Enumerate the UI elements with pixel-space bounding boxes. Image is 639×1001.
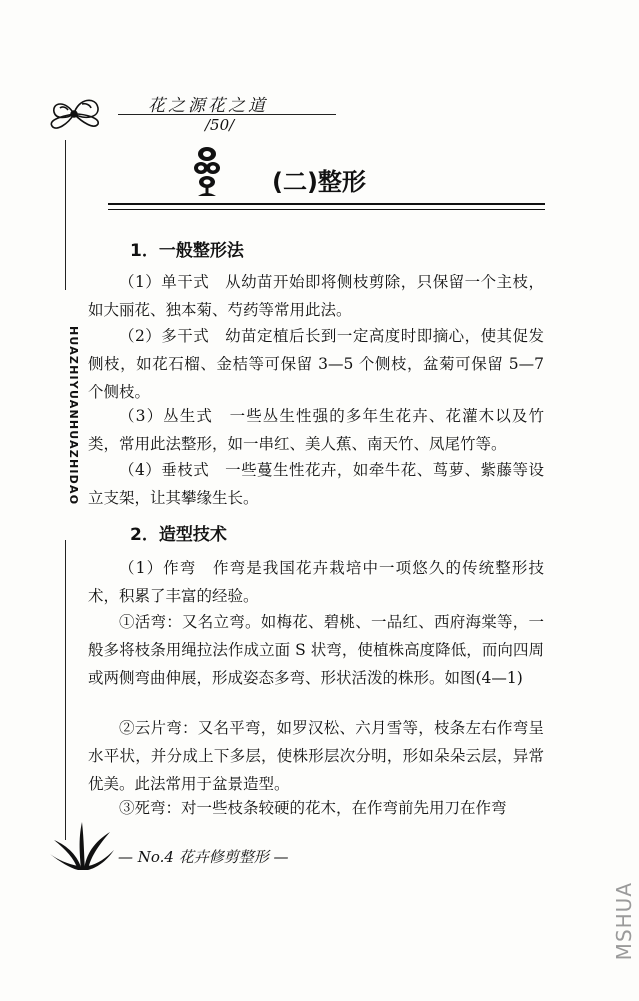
page-number: /50/ (205, 116, 235, 134)
running-side-title: HUAZHIYUANHUAZHIDAO (67, 326, 80, 506)
left-margin-rule-top (65, 140, 66, 290)
left-margin-rule-bottom (65, 540, 66, 840)
paragraph-cloud-bend: ②云片弯：又名平弯，如罗汉松、六月雪等，枝条左右作弯呈水平状，并分成上下多层，使株形层次分明，形如朵朵云层，异常优美。此法常用于盆景造型。 (88, 719, 544, 793)
footer-grass-ornament-icon (48, 816, 116, 872)
header-flower-ornament-icon (44, 90, 104, 138)
header-book-title: 花之源花之道 (148, 96, 268, 116)
paragraph-bending: （1）作弯 作弯是我国花卉栽培中一项悠久的传统整形技术，积累了丰富的经验。 (88, 559, 544, 605)
heading-general-pruning: 1．一般整形法 (130, 241, 244, 261)
section-rule-lower (108, 209, 545, 210)
header-rule (118, 114, 336, 115)
scan-watermark: MSHUA (612, 882, 636, 961)
heading-shaping-techniques: 2．造型技术 (130, 525, 227, 545)
paragraph-live-bend: ①活弯：又名立弯。如梅花、碧桃、一品红、西府海棠等，一般多将枝条用绳拉法作成立面 S 状弯，使植株高度降低，而向四周或两侧弯曲伸展，形成姿态多弯、形状活泼的株形。如图(4—1) (88, 613, 544, 687)
paragraph-multi-stem: （2）多干式 幼苗定植后长到一定高度时即摘心，使其促发侧枝，如花石榴、金桔等可保留 3—5 个侧枝，盆菊可保留 5—7 个侧枝。 (88, 327, 544, 401)
paragraph-weeping: （4）垂枝式 一些蔓生性花卉，如牵牛花、茑萝、紫藤等设立支架，让其攀缘生长。 (88, 461, 544, 507)
section-title: (二)整形 (272, 168, 366, 196)
paragraph-single-stem: （1）单干式 从幼苗开始即将侧枝剪除，只保留一个主枝，如大丽花、独本菊、芍药等常用此法。 (88, 273, 544, 319)
section-rule-upper (108, 203, 545, 205)
paragraph-clump: （3）丛生式 一些丛生性强的多年生花卉、花灌木以及竹类，常用此法整形，如一串红、美人蕉、南天竹、凤尾竹等。 (88, 407, 544, 453)
section-ornament-icon (192, 146, 222, 200)
paragraph-dead-bend: ③死弯：对一些枝条较硬的花木，在作弯前先用刀在作弯 (119, 799, 507, 817)
footer-chapter-label: — No.4 花卉修剪整形 — (118, 848, 289, 866)
